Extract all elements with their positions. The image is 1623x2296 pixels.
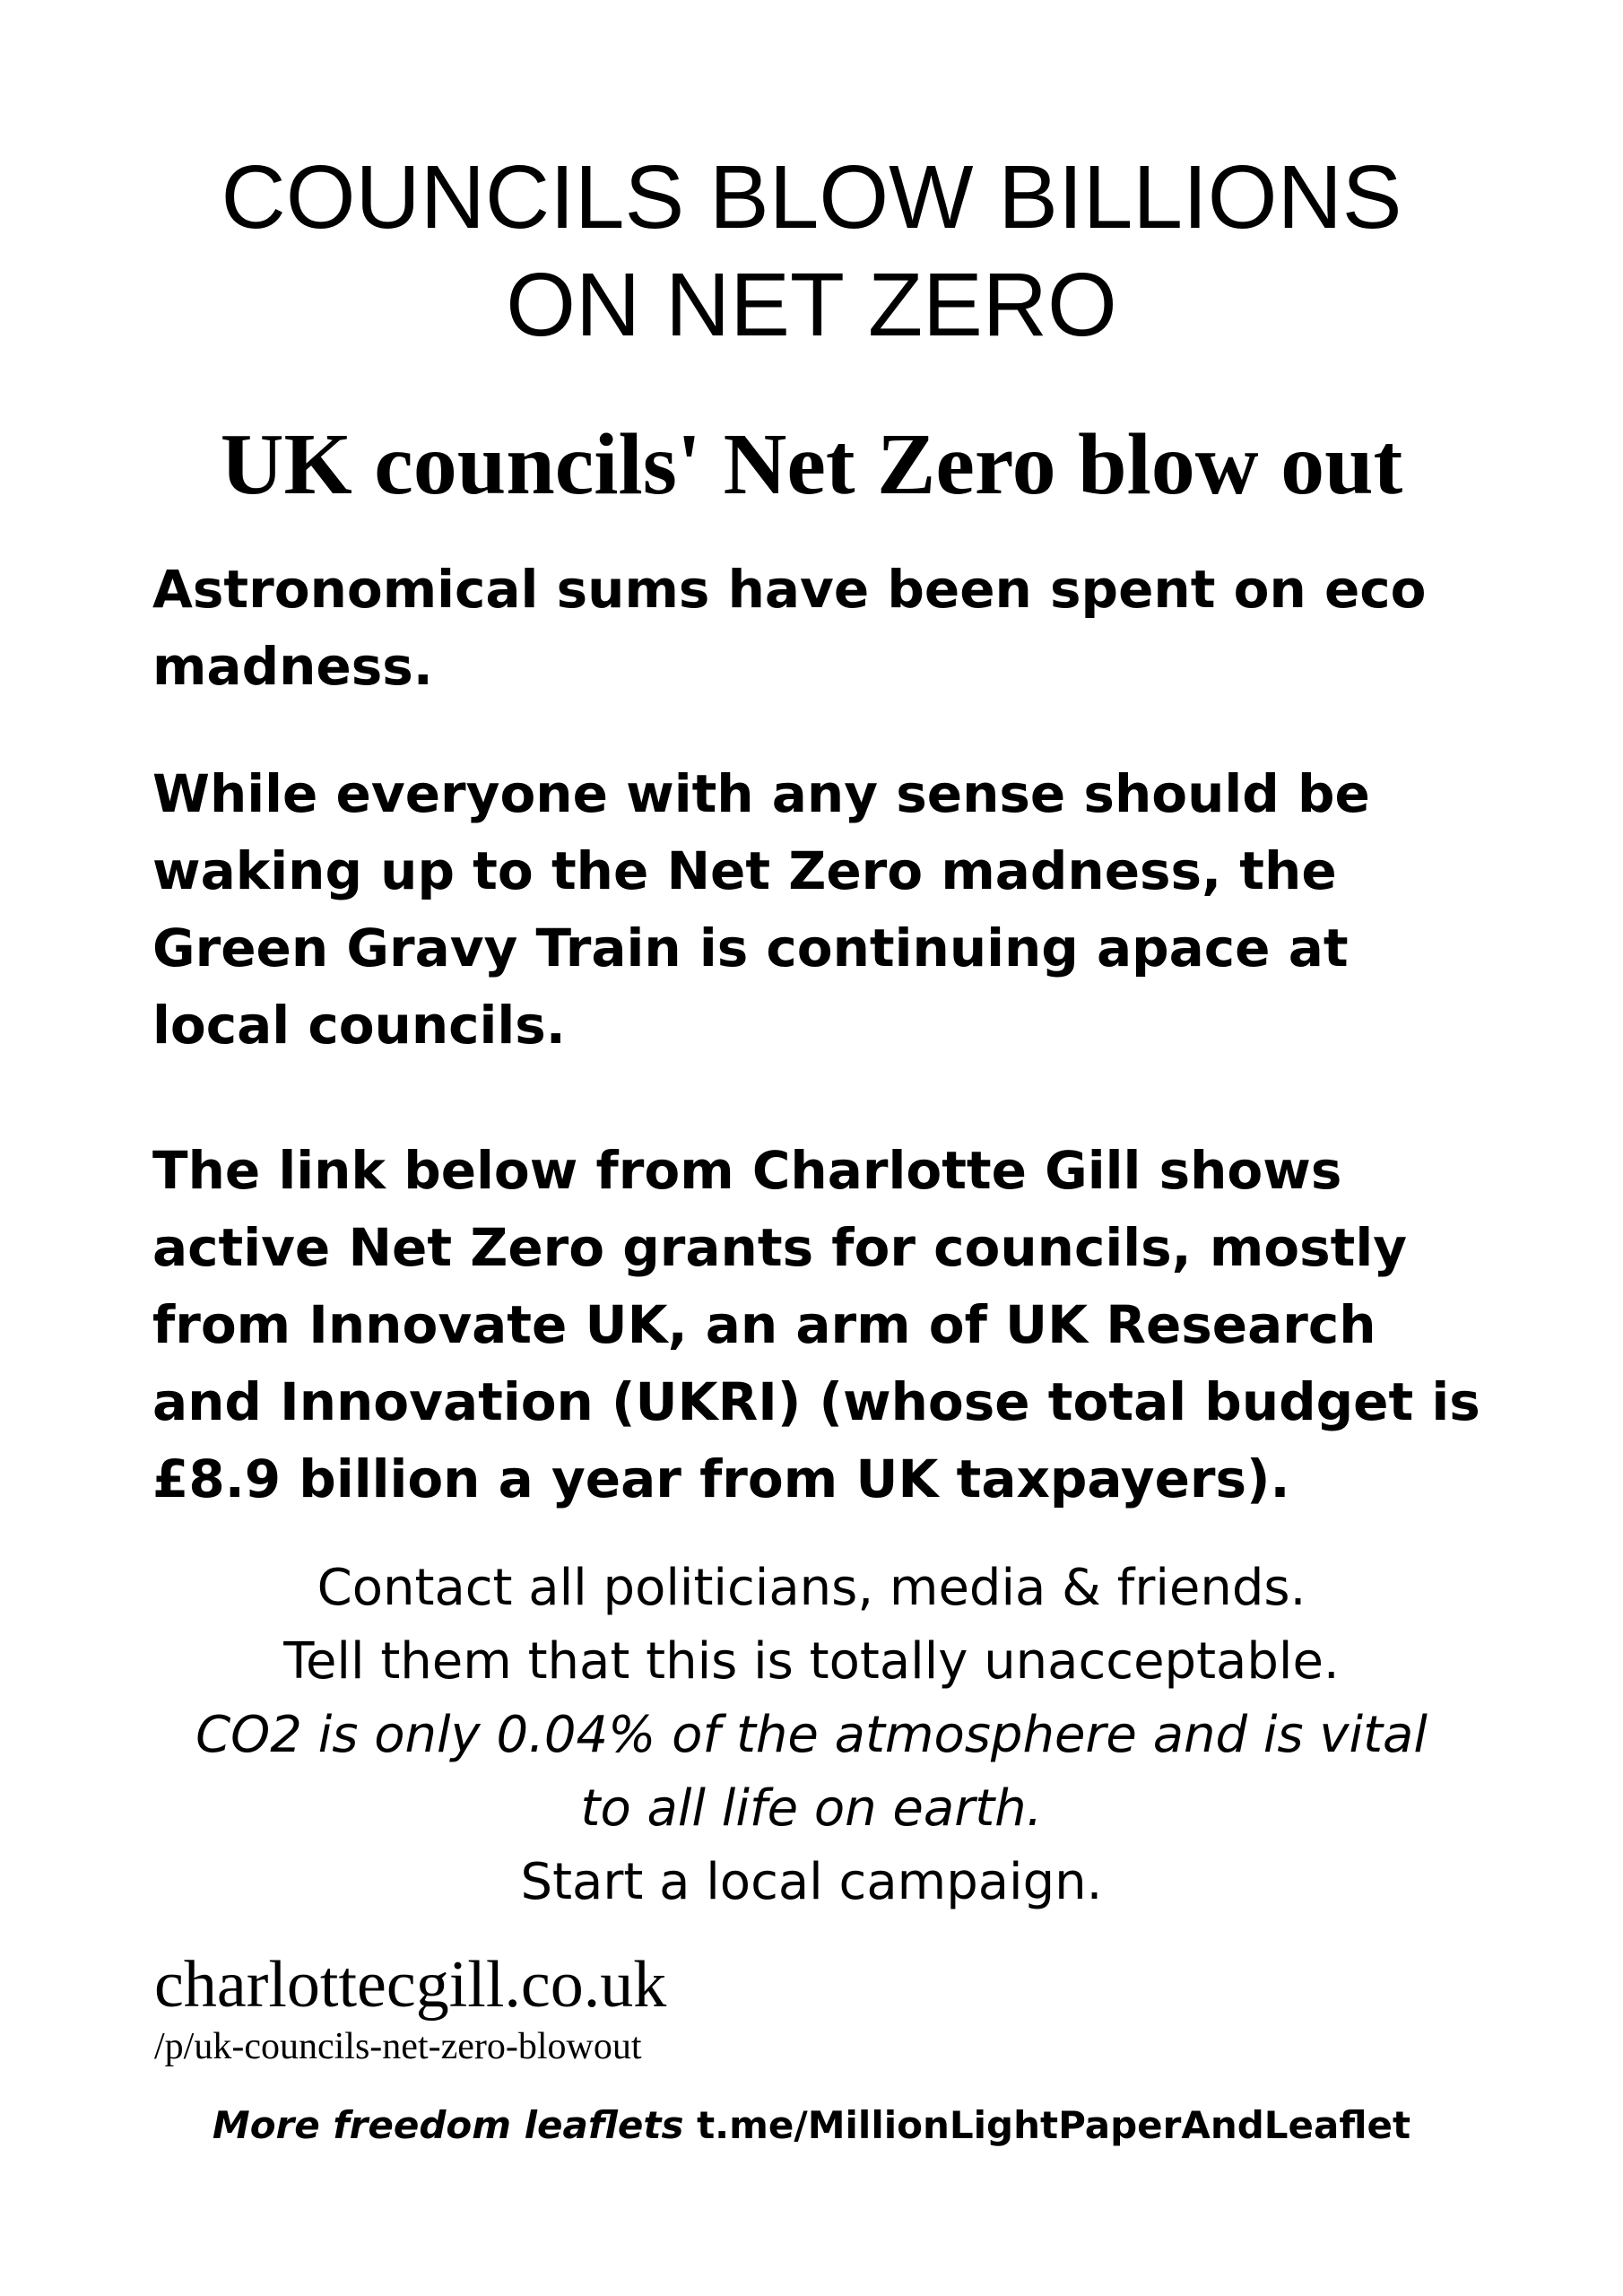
paragraph-gravy-train: While everyone with any sense should be waking up to the Net Zero madness, the Green Gravy Train is continuing apace at local councils. — [152, 763, 1370, 1056]
headline-line-2: ON NET ZERO — [506, 255, 1117, 355]
footer-link: t.me/MillionLightPaperAndLeaflet — [697, 2103, 1411, 2147]
call-to-action — [0, 1552, 1623, 1919]
headline — [0, 144, 1623, 359]
paragraph-intro: Astronomical sums have been spent on eco madness. — [152, 559, 1427, 697]
paragraph-grants: The link below from Charlotte Gill shows active Net Zero grants for councils, mostly from Innovate UK, an arm of UK Research and Innovation (UKRI) (whose total budget is £8.9 billion a year from UK taxpayers). — [152, 1140, 1480, 1509]
cta-co2-line-2: to all life on earth. — [580, 1779, 1043, 1838]
cta-co2-line-1: CO2 is only 0.04% of the atmosphere and is vital — [195, 1706, 1428, 1764]
footer-label: More freedom leaflets — [212, 2103, 684, 2147]
subheadline: UK councils' Net Zero blow out — [220, 416, 1403, 513]
source-domain: charlottecgill.co.uk — [154, 1948, 667, 2022]
footer — [0, 2099, 1623, 2152]
source-path: /p/uk-councils-net-zero-blowout — [154, 2026, 642, 2067]
cta-tell-them: Tell them that this is totally unacceptable. — [283, 1632, 1340, 1691]
headline-line-1: COUNCILS BLOW BILLIONS — [221, 147, 1402, 248]
cta-campaign: Start a local campaign. — [520, 1853, 1103, 1911]
cta-contact: Contact all politicians, media & friends. — [317, 1559, 1306, 1617]
